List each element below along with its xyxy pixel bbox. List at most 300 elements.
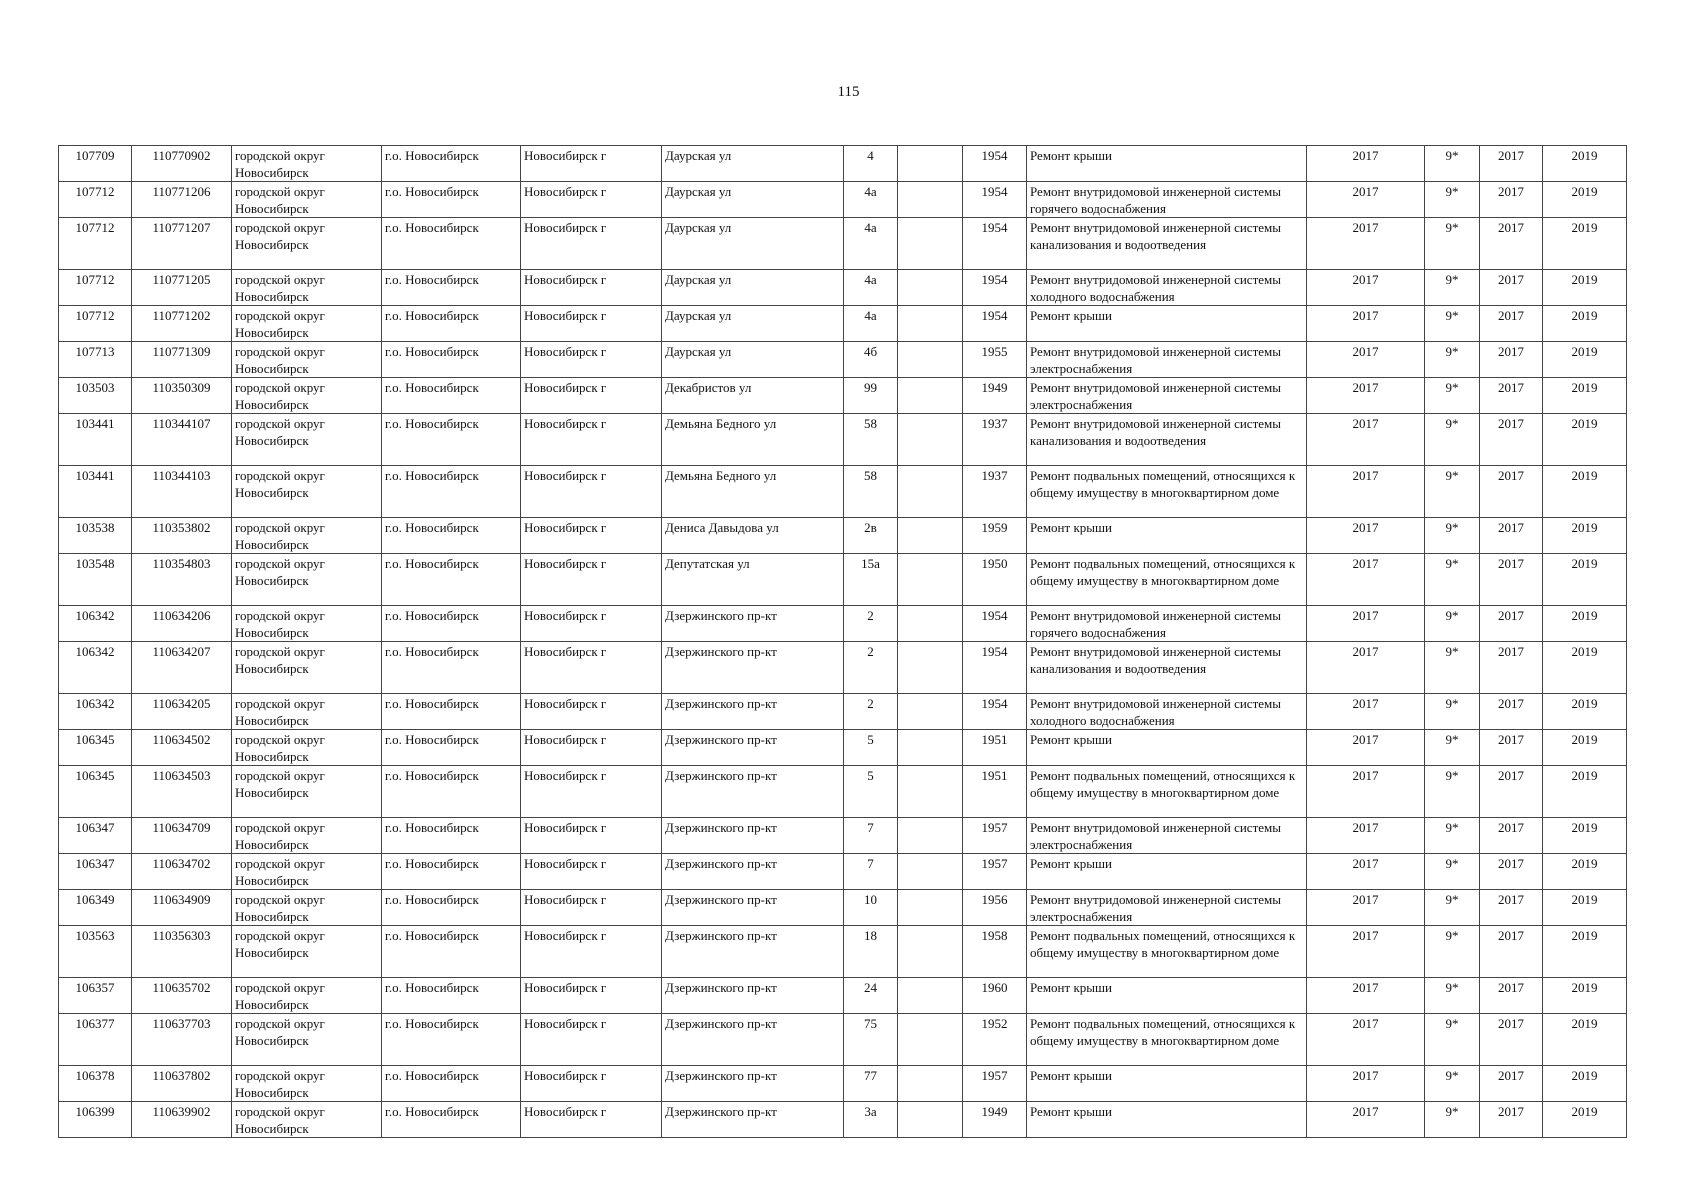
cell-build-year: 1957 [963, 1066, 1027, 1102]
cell-work-type: Ремонт подвальных помещений, относящихся к общему имуществу в многоквартирном доме [1027, 466, 1307, 518]
cell-code: 9* [1425, 818, 1480, 854]
cell-municipality: г.о. Новосибирск [382, 730, 521, 766]
cell-code: 9* [1425, 694, 1480, 730]
cell-start-year: 2017 [1480, 1066, 1543, 1102]
cell-house-number: 24 [844, 978, 898, 1014]
cell-municipality: г.о. Новосибирск [382, 182, 521, 218]
cell-municipal-district: городской округ Новосибирск [232, 694, 382, 730]
cell-build-year: 1949 [963, 378, 1027, 414]
cell-house-number: 2 [844, 642, 898, 694]
cell-settlement: Новосибирск г [521, 378, 662, 414]
cell-end-year: 2019 [1543, 766, 1627, 818]
cell-empty-cell [898, 978, 963, 1014]
cell-settlement: Новосибирск г [521, 642, 662, 694]
table-row [59, 466, 1627, 518]
cell-empty-cell [898, 182, 963, 218]
cell-settlement: Новосибирск г [521, 218, 662, 270]
table-row [59, 694, 1627, 730]
cell-municipal-district: городской округ Новосибирск [232, 1014, 382, 1066]
cell-work-type: Ремонт крыши [1027, 730, 1307, 766]
cell-plan-year: 2017 [1307, 218, 1425, 270]
cell-house-id: 103441 [59, 466, 132, 518]
cell-street: Дзержинского пр-кт [662, 606, 844, 642]
cell-municipality: г.о. Новосибирск [382, 606, 521, 642]
cell-record-id: 110771206 [132, 182, 232, 218]
cell-record-id: 110634909 [132, 890, 232, 926]
cell-settlement: Новосибирск г [521, 606, 662, 642]
cell-house-number: 5 [844, 766, 898, 818]
cell-municipality: г.о. Новосибирск [382, 378, 521, 414]
cell-street: Демьяна Бедного ул [662, 466, 844, 518]
cell-municipality: г.о. Новосибирск [382, 466, 521, 518]
cell-plan-year: 2017 [1307, 854, 1425, 890]
cell-plan-year: 2017 [1307, 466, 1425, 518]
cell-street: Дзержинского пр-кт [662, 978, 844, 1014]
cell-house-id: 106345 [59, 766, 132, 818]
cell-build-year: 1954 [963, 182, 1027, 218]
cell-settlement: Новосибирск г [521, 554, 662, 606]
cell-street: Даурская ул [662, 182, 844, 218]
cell-municipal-district: городской округ Новосибирск [232, 818, 382, 854]
cell-municipality: г.о. Новосибирск [382, 766, 521, 818]
page-number: 115 [837, 84, 860, 100]
cell-record-id: 110354803 [132, 554, 232, 606]
cell-municipality: г.о. Новосибирск [382, 554, 521, 606]
cell-work-type: Ремонт крыши [1027, 978, 1307, 1014]
cell-empty-cell [898, 854, 963, 890]
cell-municipal-district: городской округ Новосибирск [232, 890, 382, 926]
table-row [59, 926, 1627, 978]
cell-municipal-district: городской округ Новосибирск [232, 342, 382, 378]
cell-record-id: 110350309 [132, 378, 232, 414]
cell-settlement: Новосибирск г [521, 1102, 662, 1138]
cell-house-id: 103563 [59, 926, 132, 978]
cell-plan-year: 2017 [1307, 146, 1425, 182]
cell-end-year: 2019 [1543, 342, 1627, 378]
cell-end-year: 2019 [1543, 554, 1627, 606]
cell-empty-cell [898, 466, 963, 518]
table-row [59, 978, 1627, 1014]
cell-record-id: 110344103 [132, 466, 232, 518]
cell-build-year: 1954 [963, 606, 1027, 642]
cell-code: 9* [1425, 978, 1480, 1014]
cell-start-year: 2017 [1480, 306, 1543, 342]
cell-code: 9* [1425, 1066, 1480, 1102]
cell-house-number: 4а [844, 218, 898, 270]
cell-plan-year: 2017 [1307, 694, 1425, 730]
cell-settlement: Новосибирск г [521, 730, 662, 766]
cell-code: 9* [1425, 766, 1480, 818]
cell-empty-cell [898, 642, 963, 694]
cell-house-id: 106349 [59, 890, 132, 926]
cell-build-year: 1954 [963, 306, 1027, 342]
cell-build-year: 1937 [963, 414, 1027, 466]
cell-work-type: Ремонт внутридомовой инженерной системы электроснабжения [1027, 342, 1307, 378]
cell-street: Даурская ул [662, 306, 844, 342]
cell-house-id: 106347 [59, 818, 132, 854]
cell-code: 9* [1425, 1102, 1480, 1138]
cell-street: Декабристов ул [662, 378, 844, 414]
cell-street: Демьяна Бедного ул [662, 414, 844, 466]
cell-start-year: 2017 [1480, 414, 1543, 466]
cell-record-id: 110637802 [132, 1066, 232, 1102]
cell-build-year: 1951 [963, 766, 1027, 818]
cell-work-type: Ремонт внутридомовой инженерной системы канализования и водоотведения [1027, 218, 1307, 270]
cell-start-year: 2017 [1480, 342, 1543, 378]
cell-build-year: 1954 [963, 270, 1027, 306]
cell-street: Дзержинского пр-кт [662, 766, 844, 818]
cell-house-id: 106377 [59, 1014, 132, 1066]
cell-empty-cell [898, 342, 963, 378]
cell-end-year: 2019 [1543, 1066, 1627, 1102]
cell-settlement: Новосибирск г [521, 890, 662, 926]
cell-municipal-district: городской округ Новосибирск [232, 306, 382, 342]
cell-plan-year: 2017 [1307, 978, 1425, 1014]
table-row [59, 1102, 1627, 1138]
cell-house-number: 2 [844, 694, 898, 730]
cell-settlement: Новосибирск г [521, 306, 662, 342]
cell-house-number: 4а [844, 270, 898, 306]
cell-house-id: 107712 [59, 218, 132, 270]
cell-end-year: 2019 [1543, 606, 1627, 642]
cell-start-year: 2017 [1480, 270, 1543, 306]
cell-house-id: 106342 [59, 694, 132, 730]
cell-code: 9* [1425, 730, 1480, 766]
table-row [59, 890, 1627, 926]
cell-work-type: Ремонт внутридомовой инженерной системы холодного водоснабжения [1027, 694, 1307, 730]
cell-municipality: г.о. Новосибирск [382, 978, 521, 1014]
cell-municipal-district: городской округ Новосибирск [232, 182, 382, 218]
cell-build-year: 1957 [963, 854, 1027, 890]
table-row [59, 554, 1627, 606]
cell-settlement: Новосибирск г [521, 518, 662, 554]
cell-end-year: 2019 [1543, 1102, 1627, 1138]
cell-empty-cell [898, 818, 963, 854]
cell-house-id: 106347 [59, 854, 132, 890]
cell-municipality: г.о. Новосибирск [382, 518, 521, 554]
table-row [59, 518, 1627, 554]
cell-municipal-district: городской округ Новосибирск [232, 218, 382, 270]
cell-record-id: 110634702 [132, 854, 232, 890]
cell-plan-year: 2017 [1307, 1102, 1425, 1138]
cell-municipal-district: городской округ Новосибирск [232, 854, 382, 890]
cell-end-year: 2019 [1543, 306, 1627, 342]
cell-street: Даурская ул [662, 218, 844, 270]
cell-work-type: Ремонт внутридомовой инженерной системы электроснабжения [1027, 818, 1307, 854]
cell-work-type: Ремонт внутридомовой инженерной системы канализования и водоотведения [1027, 414, 1307, 466]
cell-municipality: г.о. Новосибирск [382, 146, 521, 182]
cell-municipal-district: городской округ Новосибирск [232, 466, 382, 518]
cell-empty-cell [898, 606, 963, 642]
cell-settlement: Новосибирск г [521, 818, 662, 854]
cell-end-year: 2019 [1543, 694, 1627, 730]
table-row [59, 854, 1627, 890]
cell-plan-year: 2017 [1307, 414, 1425, 466]
cell-municipality: г.о. Новосибирск [382, 414, 521, 466]
cell-code: 9* [1425, 218, 1480, 270]
cell-code: 9* [1425, 342, 1480, 378]
cell-house-number: 2в [844, 518, 898, 554]
cell-settlement: Новосибирск г [521, 766, 662, 818]
cell-empty-cell [898, 890, 963, 926]
cell-build-year: 1957 [963, 818, 1027, 854]
cell-start-year: 2017 [1480, 926, 1543, 978]
cell-build-year: 1954 [963, 694, 1027, 730]
table-row [59, 270, 1627, 306]
cell-record-id: 110634207 [132, 642, 232, 694]
cell-build-year: 1960 [963, 978, 1027, 1014]
cell-code: 9* [1425, 378, 1480, 414]
cell-record-id: 110344107 [132, 414, 232, 466]
cell-record-id: 110771309 [132, 342, 232, 378]
repair-register-table [58, 145, 1627, 1138]
cell-start-year: 2017 [1480, 694, 1543, 730]
cell-house-number: 58 [844, 414, 898, 466]
cell-plan-year: 2017 [1307, 342, 1425, 378]
cell-end-year: 2019 [1543, 182, 1627, 218]
cell-street: Дзержинского пр-кт [662, 1066, 844, 1102]
cell-street: Дзержинского пр-кт [662, 926, 844, 978]
cell-settlement: Новосибирск г [521, 270, 662, 306]
cell-municipal-district: городской округ Новосибирск [232, 642, 382, 694]
cell-settlement: Новосибирск г [521, 1066, 662, 1102]
cell-municipality: г.о. Новосибирск [382, 306, 521, 342]
cell-plan-year: 2017 [1307, 1014, 1425, 1066]
cell-work-type: Ремонт крыши [1027, 854, 1307, 890]
table-row [59, 342, 1627, 378]
cell-work-type: Ремонт подвальных помещений, относящихся к общему имуществу в многоквартирном доме [1027, 1014, 1307, 1066]
cell-empty-cell [898, 518, 963, 554]
cell-settlement: Новосибирск г [521, 978, 662, 1014]
cell-house-number: 15а [844, 554, 898, 606]
cell-work-type: Ремонт подвальных помещений, относящихся к общему имуществу в многоквартирном доме [1027, 554, 1307, 606]
cell-code: 9* [1425, 554, 1480, 606]
cell-record-id: 110356303 [132, 926, 232, 978]
cell-work-type: Ремонт подвальных помещений, относящихся к общему имуществу в многоквартирном доме [1027, 766, 1307, 818]
cell-house-number: 58 [844, 466, 898, 518]
table-row [59, 818, 1627, 854]
cell-build-year: 1949 [963, 1102, 1027, 1138]
cell-empty-cell [898, 1066, 963, 1102]
cell-code: 9* [1425, 854, 1480, 890]
cell-house-id: 106345 [59, 730, 132, 766]
cell-build-year: 1954 [963, 146, 1027, 182]
table-row [59, 218, 1627, 270]
cell-work-type: Ремонт крыши [1027, 306, 1307, 342]
cell-start-year: 2017 [1480, 146, 1543, 182]
cell-settlement: Новосибирск г [521, 182, 662, 218]
cell-start-year: 2017 [1480, 978, 1543, 1014]
table-row [59, 306, 1627, 342]
cell-plan-year: 2017 [1307, 554, 1425, 606]
cell-house-id: 103538 [59, 518, 132, 554]
cell-plan-year: 2017 [1307, 766, 1425, 818]
cell-plan-year: 2017 [1307, 818, 1425, 854]
cell-empty-cell [898, 378, 963, 414]
cell-build-year: 1937 [963, 466, 1027, 518]
cell-street: Даурская ул [662, 146, 844, 182]
cell-municipality: г.о. Новосибирск [382, 694, 521, 730]
table-row [59, 1066, 1627, 1102]
cell-municipality: г.о. Новосибирск [382, 270, 521, 306]
cell-end-year: 2019 [1543, 1014, 1627, 1066]
cell-code: 9* [1425, 270, 1480, 306]
cell-work-type: Ремонт крыши [1027, 1102, 1307, 1138]
cell-record-id: 110635702 [132, 978, 232, 1014]
cell-work-type: Ремонт внутридомовой инженерной системы горячего водоснабжения [1027, 606, 1307, 642]
cell-record-id: 110770902 [132, 146, 232, 182]
cell-plan-year: 2017 [1307, 518, 1425, 554]
cell-start-year: 2017 [1480, 818, 1543, 854]
cell-house-number: 7 [844, 854, 898, 890]
cell-plan-year: 2017 [1307, 890, 1425, 926]
cell-house-number: 4 [844, 146, 898, 182]
cell-build-year: 1956 [963, 890, 1027, 926]
cell-code: 9* [1425, 642, 1480, 694]
cell-house-id: 103503 [59, 378, 132, 414]
cell-municipal-district: городской округ Новосибирск [232, 554, 382, 606]
cell-record-id: 110634502 [132, 730, 232, 766]
cell-municipality: г.о. Новосибирск [382, 890, 521, 926]
cell-street: Дзержинского пр-кт [662, 694, 844, 730]
cell-empty-cell [898, 766, 963, 818]
cell-work-type: Ремонт внутридомовой инженерной системы электроснабжения [1027, 890, 1307, 926]
cell-settlement: Новосибирск г [521, 146, 662, 182]
cell-street: Дениса Давыдова ул [662, 518, 844, 554]
cell-end-year: 2019 [1543, 466, 1627, 518]
table-row [59, 182, 1627, 218]
cell-end-year: 2019 [1543, 378, 1627, 414]
table-row [59, 642, 1627, 694]
cell-end-year: 2019 [1543, 218, 1627, 270]
cell-code: 9* [1425, 306, 1480, 342]
cell-build-year: 1959 [963, 518, 1027, 554]
cell-street: Дзержинского пр-кт [662, 1014, 844, 1066]
cell-house-id: 106378 [59, 1066, 132, 1102]
table-row [59, 378, 1627, 414]
cell-build-year: 1954 [963, 642, 1027, 694]
cell-municipal-district: городской округ Новосибирск [232, 414, 382, 466]
cell-house-id: 103548 [59, 554, 132, 606]
cell-build-year: 1955 [963, 342, 1027, 378]
cell-start-year: 2017 [1480, 378, 1543, 414]
cell-municipality: г.о. Новосибирск [382, 218, 521, 270]
cell-work-type: Ремонт крыши [1027, 1066, 1307, 1102]
cell-house-number: 10 [844, 890, 898, 926]
cell-plan-year: 2017 [1307, 270, 1425, 306]
cell-house-number: 4а [844, 306, 898, 342]
cell-start-year: 2017 [1480, 890, 1543, 926]
cell-municipal-district: городской округ Новосибирск [232, 978, 382, 1014]
cell-empty-cell [898, 146, 963, 182]
cell-code: 9* [1425, 414, 1480, 466]
cell-empty-cell [898, 1102, 963, 1138]
cell-house-number: 4б [844, 342, 898, 378]
cell-code: 9* [1425, 146, 1480, 182]
cell-municipal-district: городской округ Новосибирск [232, 270, 382, 306]
cell-record-id: 110639902 [132, 1102, 232, 1138]
cell-house-number: 7 [844, 818, 898, 854]
cell-municipality: г.о. Новосибирск [382, 1014, 521, 1066]
table-row [59, 730, 1627, 766]
cell-municipality: г.о. Новосибирск [382, 854, 521, 890]
cell-house-number: 5 [844, 730, 898, 766]
cell-house-id: 106399 [59, 1102, 132, 1138]
cell-record-id: 110634206 [132, 606, 232, 642]
cell-plan-year: 2017 [1307, 606, 1425, 642]
cell-build-year: 1951 [963, 730, 1027, 766]
cell-house-id: 107712 [59, 306, 132, 342]
cell-municipality: г.о. Новосибирск [382, 926, 521, 978]
cell-work-type: Ремонт крыши [1027, 518, 1307, 554]
cell-record-id: 110771207 [132, 218, 232, 270]
cell-build-year: 1950 [963, 554, 1027, 606]
cell-start-year: 2017 [1480, 1102, 1543, 1138]
cell-empty-cell [898, 270, 963, 306]
cell-municipal-district: городской округ Новосибирск [232, 1066, 382, 1102]
cell-house-id: 103441 [59, 414, 132, 466]
cell-house-id: 107712 [59, 270, 132, 306]
cell-end-year: 2019 [1543, 518, 1627, 554]
cell-code: 9* [1425, 182, 1480, 218]
cell-empty-cell [898, 926, 963, 978]
cell-house-number: 99 [844, 378, 898, 414]
cell-work-type: Ремонт внутридомовой инженерной системы холодного водоснабжения [1027, 270, 1307, 306]
cell-plan-year: 2017 [1307, 306, 1425, 342]
cell-house-id: 106342 [59, 606, 132, 642]
cell-empty-cell [898, 554, 963, 606]
cell-municipality: г.о. Новосибирск [382, 342, 521, 378]
cell-street: Дзержинского пр-кт [662, 730, 844, 766]
table-row [59, 766, 1627, 818]
cell-plan-year: 2017 [1307, 642, 1425, 694]
cell-code: 9* [1425, 1014, 1480, 1066]
cell-empty-cell [898, 218, 963, 270]
cell-record-id: 110353802 [132, 518, 232, 554]
cell-end-year: 2019 [1543, 978, 1627, 1014]
cell-street: Дзержинского пр-кт [662, 1102, 844, 1138]
cell-record-id: 110634503 [132, 766, 232, 818]
cell-build-year: 1954 [963, 218, 1027, 270]
cell-municipal-district: городской округ Новосибирск [232, 518, 382, 554]
cell-plan-year: 2017 [1307, 182, 1425, 218]
cell-start-year: 2017 [1480, 730, 1543, 766]
cell-work-type: Ремонт внутридомовой инженерной системы канализования и водоотведения [1027, 642, 1307, 694]
cell-start-year: 2017 [1480, 518, 1543, 554]
cell-build-year: 1958 [963, 926, 1027, 978]
cell-start-year: 2017 [1480, 606, 1543, 642]
cell-work-type: Ремонт внутридомовой инженерной системы электроснабжения [1027, 378, 1307, 414]
cell-code: 9* [1425, 606, 1480, 642]
table-row [59, 1014, 1627, 1066]
cell-municipal-district: городской округ Новосибирск [232, 1102, 382, 1138]
cell-end-year: 2019 [1543, 414, 1627, 466]
cell-start-year: 2017 [1480, 854, 1543, 890]
cell-start-year: 2017 [1480, 1014, 1543, 1066]
cell-plan-year: 2017 [1307, 378, 1425, 414]
cell-municipal-district: городской округ Новосибирск [232, 926, 382, 978]
cell-street: Депутатская ул [662, 554, 844, 606]
cell-municipality: г.о. Новосибирск [382, 1066, 521, 1102]
cell-house-number: 75 [844, 1014, 898, 1066]
table-row [59, 606, 1627, 642]
cell-empty-cell [898, 730, 963, 766]
cell-end-year: 2019 [1543, 926, 1627, 978]
cell-street: Дзержинского пр-кт [662, 818, 844, 854]
cell-start-year: 2017 [1480, 642, 1543, 694]
cell-end-year: 2019 [1543, 730, 1627, 766]
cell-plan-year: 2017 [1307, 1066, 1425, 1102]
